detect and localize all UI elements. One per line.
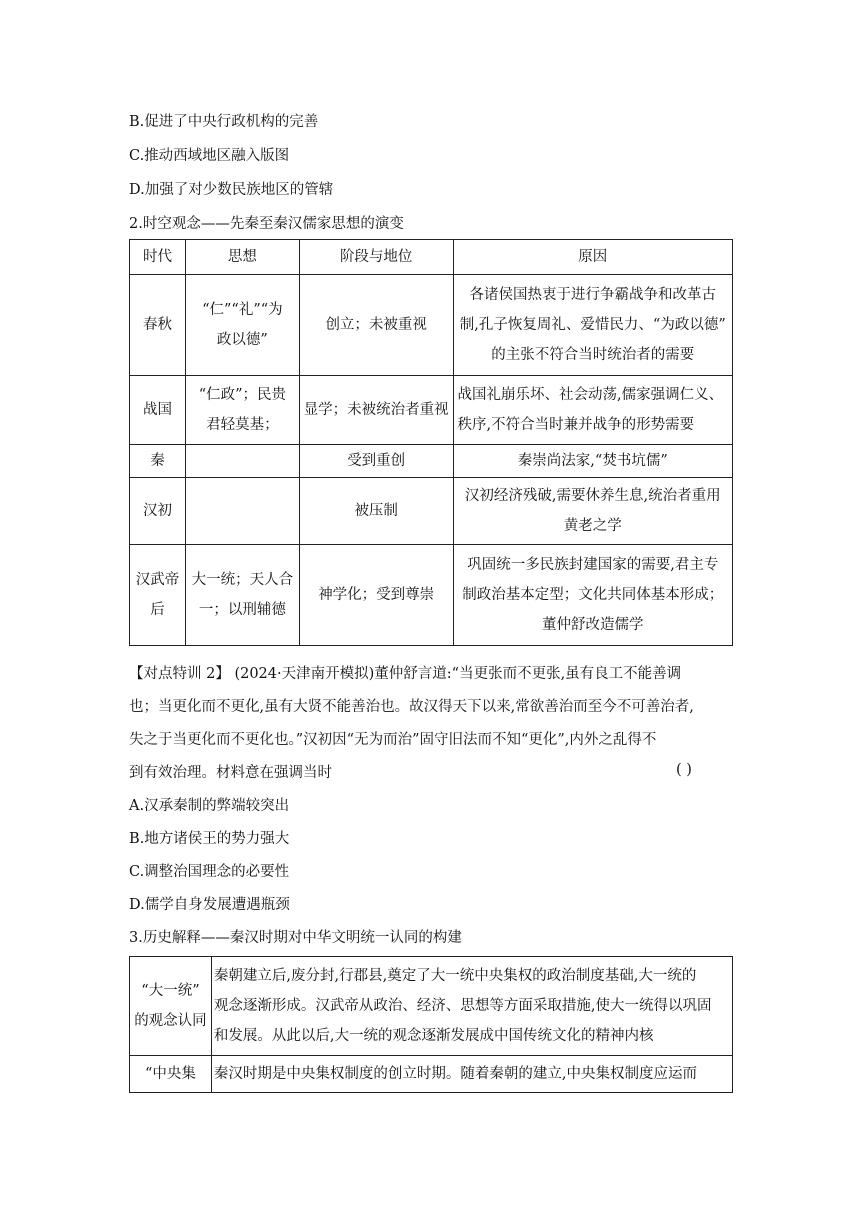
reason-line: 黄老之学 bbox=[563, 518, 622, 534]
reason-cell bbox=[453, 275, 732, 376]
thought-line: “仁政”；民贵 bbox=[198, 387, 287, 403]
reason-cell bbox=[453, 478, 732, 545]
header-era: 时代 bbox=[130, 240, 186, 275]
label-cell: “中央集 bbox=[130, 1056, 212, 1093]
option-a: A.汉承秦制的弊端较突出 bbox=[129, 798, 290, 814]
table-row bbox=[130, 445, 733, 478]
reason-line: 秩序,不符合当时兼并战争的形势需要 bbox=[457, 417, 695, 433]
option-d: D.儒学自身发展遭遇瓶颈 bbox=[129, 897, 290, 913]
option-c: C.调整治国理念的必要性 bbox=[129, 864, 290, 880]
reason-line: 汉初经济残破,需要休养生息,统治者重用 bbox=[464, 488, 721, 504]
question-2-line: 失之于当更化而不更化也。”汉初因“无为而治”固守旧法而不知“更化”,内外之乱得不 bbox=[129, 732, 657, 748]
era-cell: 战国 bbox=[130, 376, 186, 445]
text-cell: 秦汉时期是中央集权制度的创立时期。随着秦朝的建立,中央集权制度应运而 bbox=[211, 1056, 732, 1093]
header-reason: 原因 bbox=[453, 240, 732, 275]
era-cell: 汉初 bbox=[130, 478, 186, 545]
table-row bbox=[130, 478, 733, 545]
table-row bbox=[130, 275, 733, 376]
table-row bbox=[130, 957, 733, 1056]
header-thought: 思想 bbox=[185, 240, 299, 275]
text-line: 观念逐渐形成。汉武帝从政治、经济、思想等方面采取措施,使大一统得以巩固 bbox=[213, 998, 712, 1014]
label-cell bbox=[130, 957, 212, 1056]
option-d: D.加强了对少数民族地区的管辖 bbox=[129, 182, 334, 198]
thought-cell bbox=[185, 545, 299, 646]
thought-cell bbox=[185, 445, 299, 478]
header-stage: 阶段与地位 bbox=[299, 240, 453, 275]
thought-line: “仁”“礼”“为 bbox=[202, 302, 283, 318]
era-cell: 秦 bbox=[130, 445, 186, 478]
label-line: “大一统” bbox=[141, 983, 200, 999]
stage-cell: 受到重创 bbox=[299, 445, 453, 478]
reason-line: 制政治基本定型；文化共同体基本形成； bbox=[462, 587, 724, 603]
table-row bbox=[130, 545, 733, 646]
reason-line: 巩固统一多民族封建国家的需要,君主专 bbox=[467, 557, 719, 573]
text-cell bbox=[211, 957, 732, 1056]
thought-line: 大一统；天人合 bbox=[191, 572, 294, 588]
answer-blank: ( ) bbox=[676, 762, 692, 778]
table-row bbox=[130, 1056, 733, 1093]
question-2-line: 【对点特训 2】 (2024·天津南开模拟)董仲舒言道:“当更张而不更张,虽有良工不能善调 bbox=[129, 666, 682, 682]
section-3-title: 3.历史解释——秦汉时期对中华文明统一认同的构建 bbox=[129, 930, 462, 946]
reason-line: 各诸侯国热衷于进行争霸战争和改革古 bbox=[469, 287, 717, 303]
reason-line: 的主张不符合当时统治者的需要 bbox=[491, 347, 695, 363]
era-cell bbox=[130, 545, 186, 646]
stage-cell: 神学化；受到尊崇 bbox=[299, 545, 453, 646]
reason-line: 战国礼崩乐坏、社会动荡,儒家强调仁义、 bbox=[457, 387, 724, 403]
option-b: B.地方诸侯王的势力强大 bbox=[129, 831, 290, 847]
stage-cell: 创立；未被重视 bbox=[299, 275, 453, 376]
option-b: B.促进了中央行政机构的完善 bbox=[129, 114, 319, 130]
thought-cell bbox=[185, 478, 299, 545]
text-line: 和发展。从此以后,大一统的观念逐渐发展成中国传统文化的精神内核 bbox=[213, 1028, 654, 1044]
text-line: 秦朝建立后,废分封,行郡县,奠定了大一统中央集权的政治制度基础,大一统的 bbox=[213, 968, 697, 984]
thought-cell bbox=[185, 376, 299, 445]
confucianism-evolution-table bbox=[129, 239, 733, 646]
reason-line: 董仲舒改造儒学 bbox=[542, 617, 644, 633]
thought-line: 君轻莫基； bbox=[206, 417, 279, 433]
stage-cell: 显学；未被统治者重视 bbox=[299, 376, 453, 445]
reason-line: 制,孔子恢复周礼、爱惜民力、“为政以德” bbox=[459, 317, 726, 333]
thought-line: 一；以刑辅德 bbox=[198, 602, 286, 618]
reason-cell bbox=[453, 376, 732, 445]
reason-cell bbox=[453, 545, 732, 646]
question-2-line: 到有效治理。材料意在强调当时 bbox=[129, 765, 332, 781]
era-cell: 春秋 bbox=[130, 275, 186, 376]
option-c: C.推动西域地区融入版图 bbox=[129, 148, 290, 164]
stage-cell: 被压制 bbox=[299, 478, 453, 545]
section-2-title: 2.时空观念——先秦至秦汉儒家思想的演变 bbox=[129, 216, 404, 232]
question-2-line: 也；当更化而不更化,虽有大贤不能善治也。故汉得天下以来,常欲善治而至今不可善治者, bbox=[129, 699, 694, 715]
label-line: 的观念认同 bbox=[134, 1013, 207, 1029]
table-header-row bbox=[130, 240, 733, 275]
era-line: 汉武帝 bbox=[135, 572, 180, 588]
table-row bbox=[130, 376, 733, 445]
thought-cell bbox=[185, 275, 299, 376]
unity-identity-table bbox=[129, 956, 733, 1093]
reason-cell: 秦崇尚法家,“焚书坑儒” bbox=[453, 445, 732, 478]
thought-line: 政以德” bbox=[216, 332, 268, 348]
era-line: 后 bbox=[150, 602, 165, 618]
